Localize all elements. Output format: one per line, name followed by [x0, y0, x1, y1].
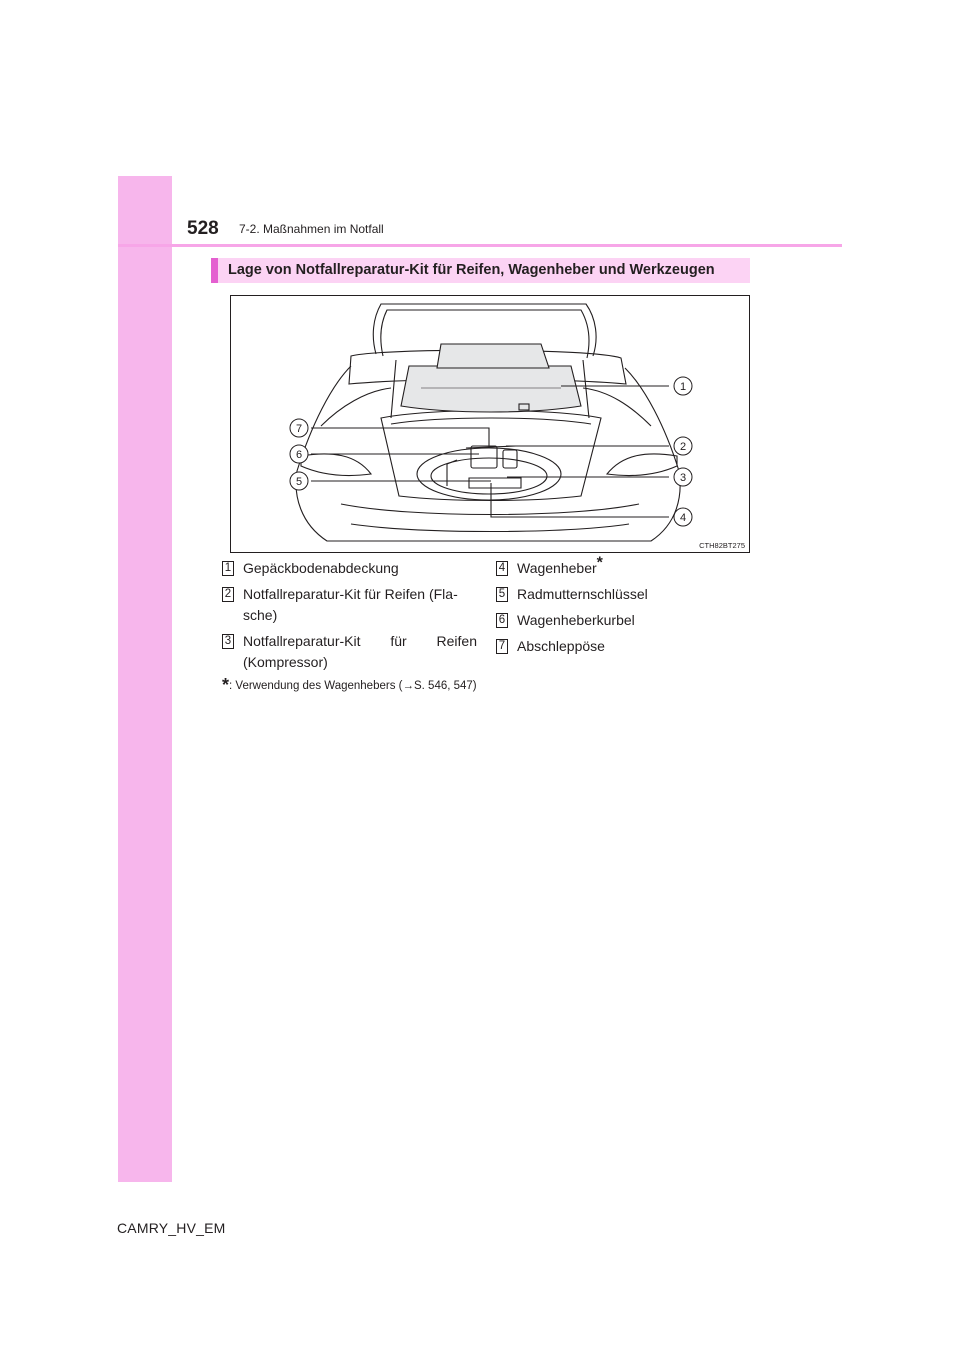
footer-model-code: CAMRY_HV_EM — [117, 1220, 226, 1236]
legend-text-4 — [517, 554, 603, 579]
legend-num-2: 2 — [222, 587, 234, 602]
section-heading: Lage von Notfallreparatur-Kit für Reifen, Wagenheber und Werkzeugen — [211, 258, 750, 283]
callout-1-label: 1 — [679, 381, 687, 393]
page-number: 528 — [187, 218, 219, 239]
side-tab-bar — [118, 176, 172, 1182]
legend-text-3-line2: (Kompressor) — [243, 654, 328, 670]
legend-text-6: Wagenheberkurbel — [517, 612, 635, 628]
figure-code: CTH82BT275 — [699, 541, 745, 550]
footnote — [222, 675, 477, 696]
legend-text-7: Abschleppöse — [517, 638, 605, 654]
header-rule — [118, 244, 842, 247]
legend-text-5: Radmutternschlüssel — [517, 586, 648, 602]
footnote-ref-link[interactable]: S. 546, 547) — [413, 680, 477, 692]
legend-num-5: 5 — [496, 587, 508, 602]
legend-num-7: 7 — [496, 639, 508, 654]
callout-6-label: 6 — [295, 449, 303, 461]
legend-num-6: 6 — [496, 613, 508, 628]
callout-4-label: 4 — [679, 512, 687, 524]
legend-text-2-line2: sche) — [243, 607, 278, 623]
callout-2 — [674, 437, 692, 455]
callout-6 — [290, 445, 308, 463]
legend-text-3-line1 — [243, 631, 477, 652]
arrow-icon: → — [402, 680, 414, 692]
callout-1 — [674, 377, 692, 395]
legend-text-3-word1: Notfallreparatur-Kit — [243, 633, 361, 649]
legend-text-1: Gepäckbodenabdeckung — [243, 560, 399, 576]
legend-num-3: 3 — [222, 634, 234, 649]
callout-7-label: 7 — [295, 423, 303, 435]
callout-2-label: 2 — [679, 441, 687, 453]
callout-5-label: 5 — [295, 476, 303, 488]
legend-text-4-label: Wagenheber — [517, 560, 597, 576]
section-title: 7-2. Maßnahmen im Notfall — [239, 222, 384, 236]
callout-3 — [674, 468, 692, 486]
callout-5 — [290, 472, 308, 490]
callout-3-label: 3 — [679, 472, 687, 484]
legend-text-2-line1: Notfallreparatur-Kit für Reifen (Fla- — [243, 586, 458, 602]
legend-text-3-word3: Reifen — [436, 633, 477, 649]
callout-7 — [290, 419, 308, 437]
legend-num-4: 4 — [496, 561, 508, 576]
callout-numbers — [231, 296, 749, 552]
legend-num-1: 1 — [222, 561, 234, 576]
footnote-text: : Verwendung des Wagenhebers ( — [229, 680, 403, 692]
trunk-illustration — [230, 295, 750, 553]
legend-text-4-mark: * — [596, 554, 603, 572]
callout-4 — [674, 508, 692, 526]
footnote-mark: * — [222, 675, 230, 695]
legend-text-3-word2: für — [390, 633, 407, 649]
